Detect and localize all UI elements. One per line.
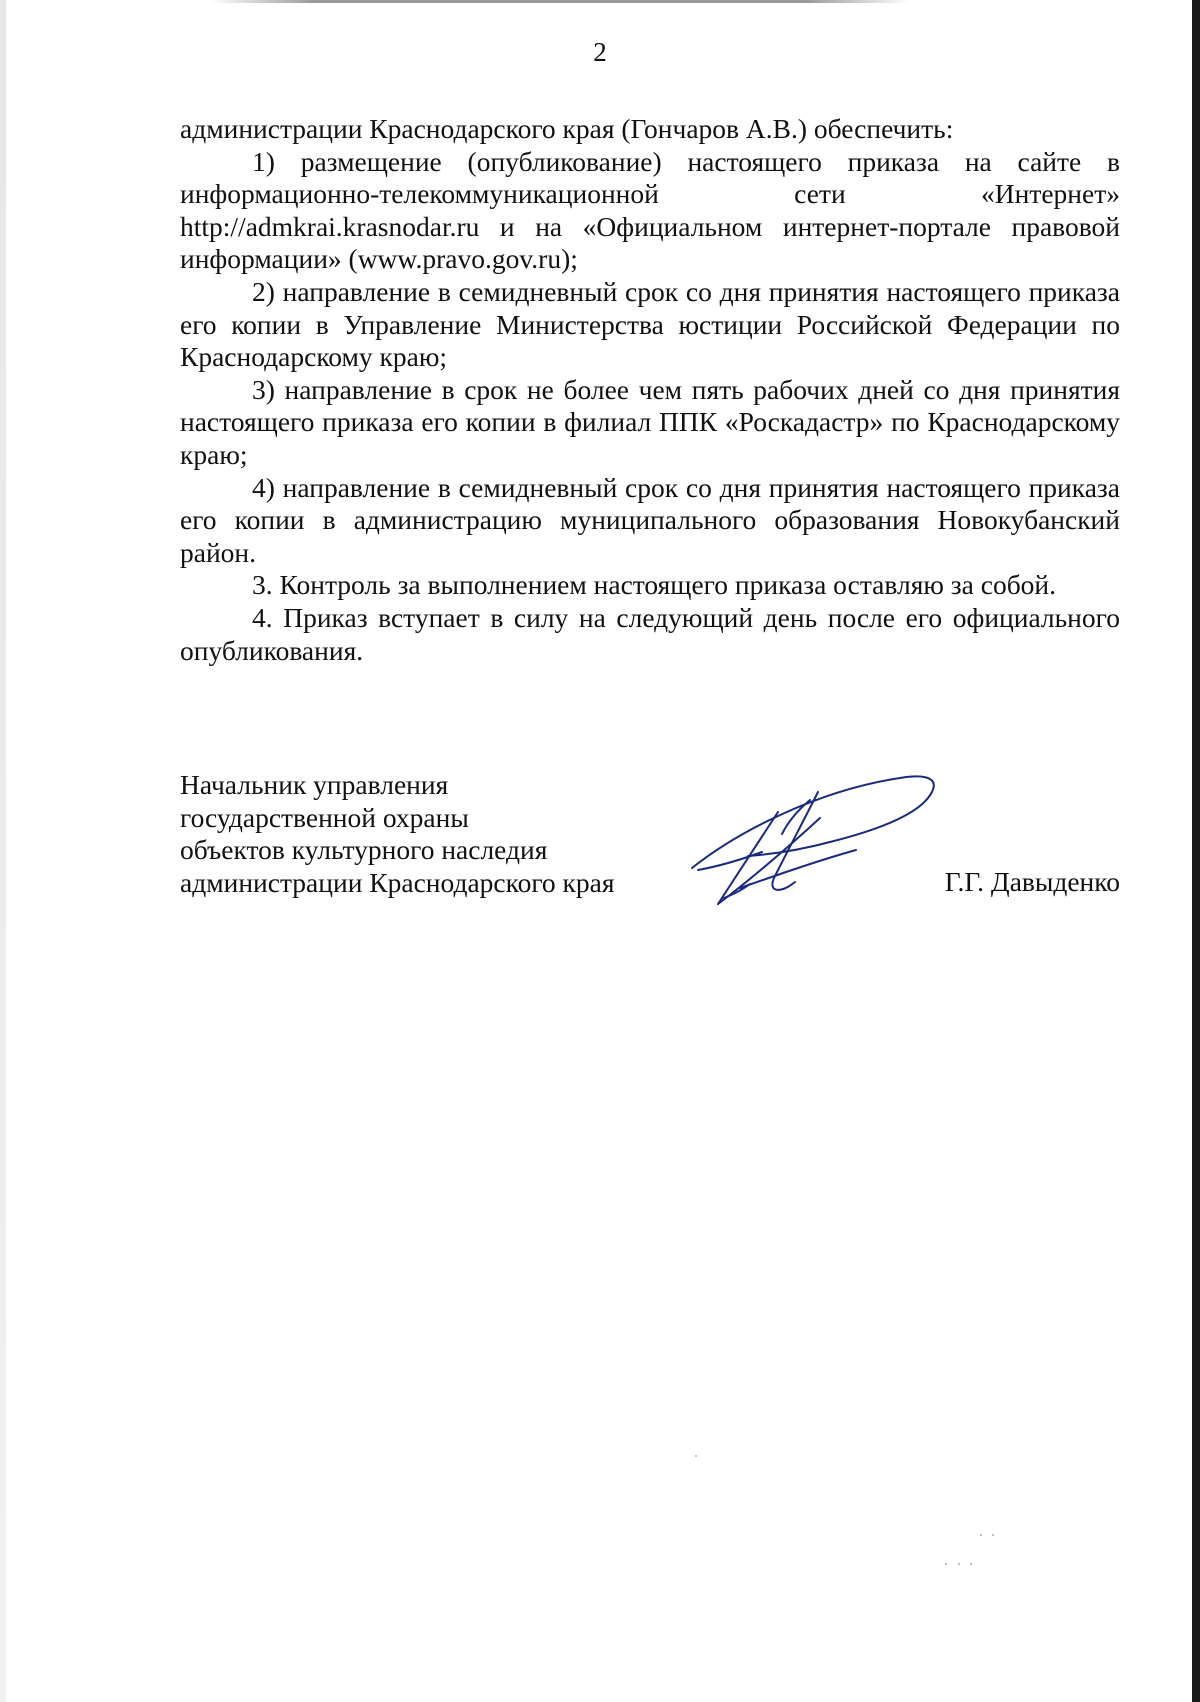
scan-speck: [695, 1455, 697, 1457]
signatory-position-line: объектов культурного наследия: [180, 834, 548, 865]
scan-speck: [970, 1563, 972, 1565]
document-body: [180, 113, 1120, 667]
scan-speck: [992, 1534, 994, 1536]
paragraph-item-1: 1) размещение (опубликование) настоящего приказа на сайте в информационно-телекоммуникационной сети «Интернет» http://admkrai.krasnodar.ru и на «Официальном интернет-портале правовой информации» (www.pravo.gov.ru);: [180, 145, 1120, 275]
handwritten-signature: [680, 770, 940, 920]
paragraph-control: 3. Контроль за выполнением настоящего приказа оставляю за собой.: [252, 569, 1057, 601]
paragraph-effective: 4. Приказ вступает в силу на следующий день после его официального опубликования.: [180, 601, 1120, 666]
signatory-position: [180, 769, 615, 899]
scan-speck: [980, 1534, 982, 1536]
page-number: 2: [593, 37, 607, 67]
signatory-name: Г.Г. Давыденко: [944, 866, 1120, 897]
scan-top-edge: [210, 0, 910, 3]
signatory-position-line: государственной охраны: [180, 801, 469, 833]
scan-speck: [958, 1563, 960, 1565]
scan-left-edge: [0, 0, 6, 1702]
paragraph-item-2: 2) направление в семидневный срок со дня принятия настоящего приказа его копии в Управление Министерства юстиции Российской Федерации по Краснодарскому краю;: [180, 275, 1120, 373]
paragraph-item-4: 4) направление в семидневный срок со дня принятия настоящего приказа его копии в администрацию муниципального образования Новокубанский район.: [180, 471, 1120, 568]
paragraph-item-3: 3) направление в срок не более чем пять рабочих дней со дня принятия настоящего приказа его копии в филиал ППК «Роскадастр» по Краснодарскому краю;: [180, 373, 1120, 470]
scan-speck: [945, 1563, 947, 1565]
scan-right-edge: [1192, 0, 1200, 1702]
signatory-position-line: администрации Краснодарского края: [180, 866, 615, 898]
paragraph-intro: администрации Краснодарского края (Гончаров А.В.) обеспечить:: [180, 113, 954, 144]
signatory-position-line: Начальник управления: [180, 769, 449, 800]
